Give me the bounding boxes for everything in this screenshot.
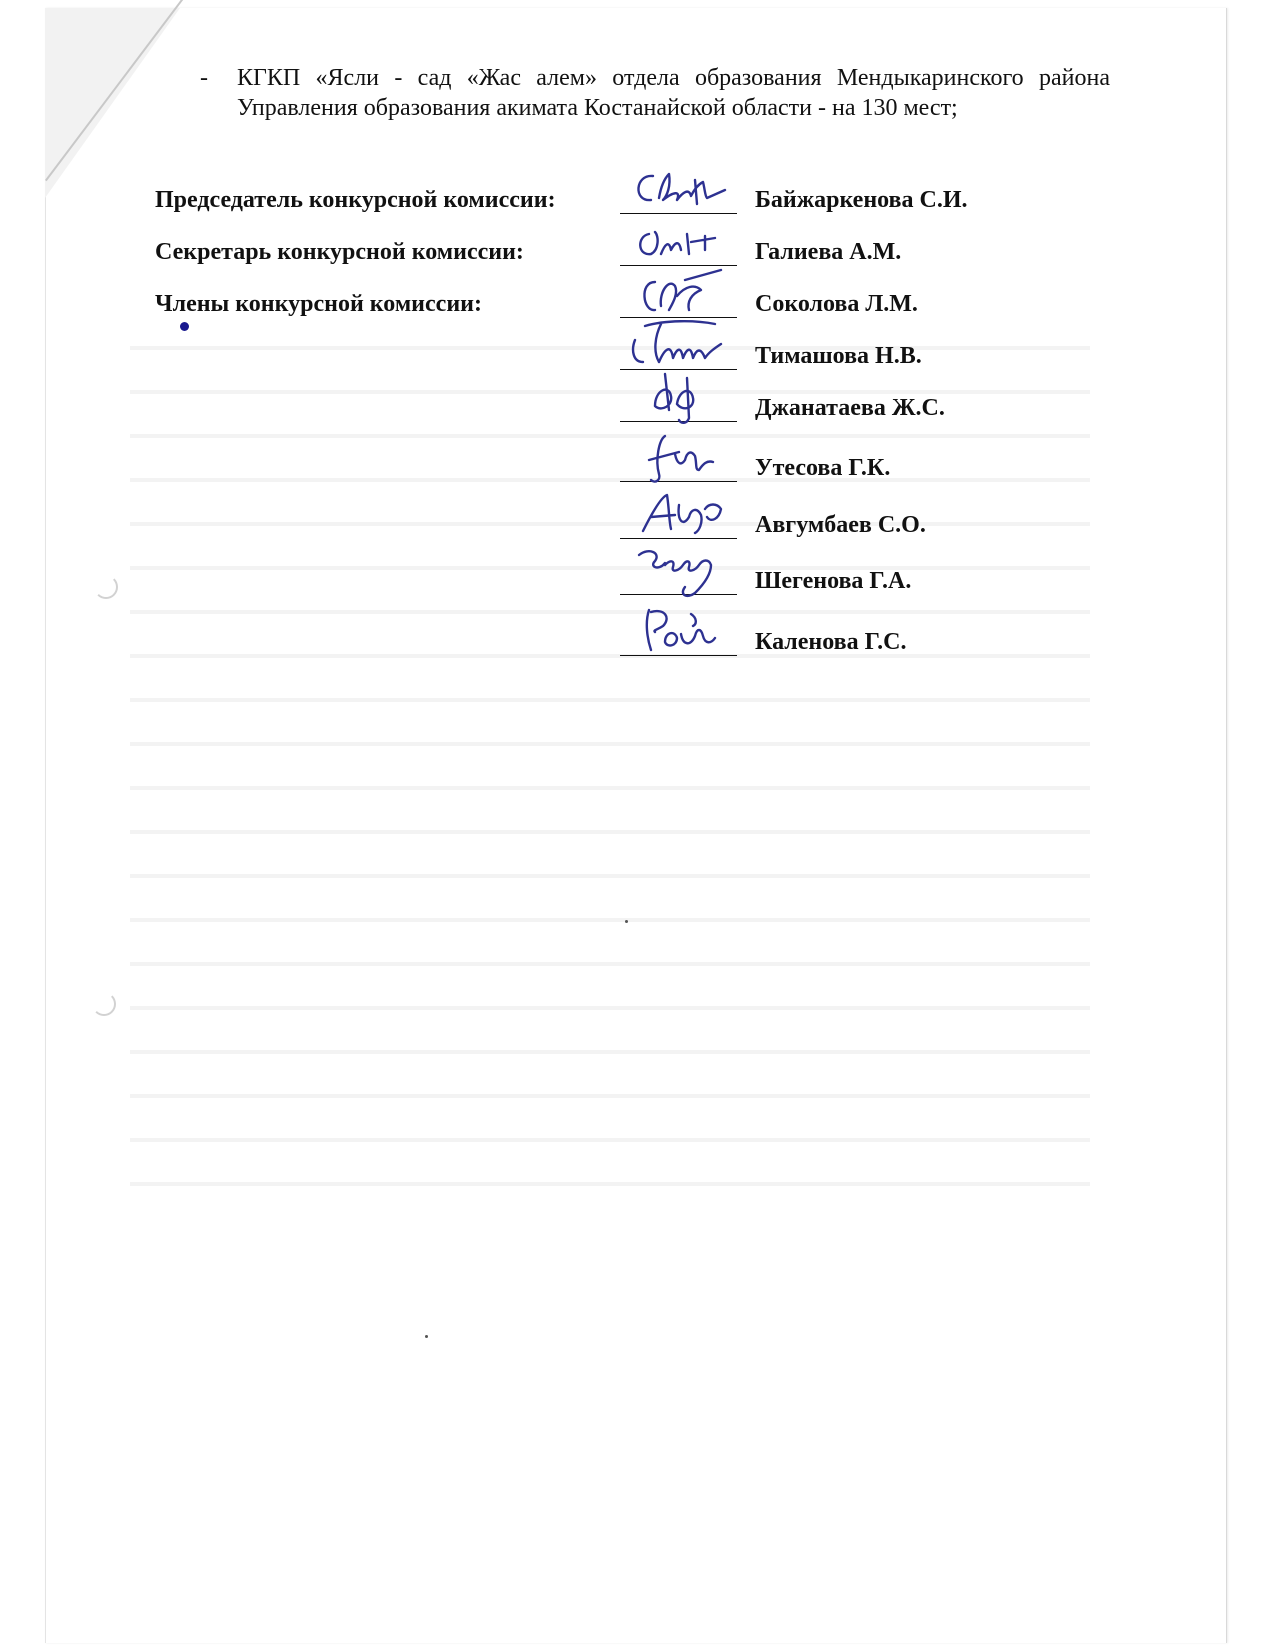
signatory-name: Джанатаева Ж.С.: [755, 395, 945, 421]
punch-hole-mark: [94, 575, 118, 599]
list-item: [200, 63, 1110, 123]
signature-row-chairman: [155, 180, 1015, 220]
scan-speck: [625, 920, 628, 923]
list-item-text: КГКП «Ясли - сад «Жас алем» отдела образования Мендыкаринского района Управления образования акимата Костанайской области - на 130 мест;: [237, 65, 1110, 121]
list-bullet: -: [200, 65, 208, 91]
signatory-name: Байжаркенова С.И.: [755, 187, 968, 213]
signature-row-member: [155, 505, 1015, 545]
role-label: Члены конкурсной комиссии:: [155, 291, 482, 317]
signatory-name: Утесова Г.К.: [755, 455, 891, 481]
handwritten-signature: [625, 370, 735, 426]
handwritten-signature: [625, 543, 735, 599]
handwritten-signature: [625, 214, 735, 270]
signatory-name: Тимашова Н.В.: [755, 343, 922, 369]
handwritten-signature: [625, 162, 735, 218]
role-label: Председатель конкурсной комиссии:: [155, 187, 556, 213]
signature-row-secretary: [155, 232, 1015, 272]
handwritten-signature: [625, 487, 735, 543]
signature-row-member: [155, 284, 1015, 324]
signature-row-member: [155, 336, 1015, 376]
signature-row-member: [155, 388, 1015, 428]
punch-hole-mark: [92, 992, 116, 1016]
role-label: Секретарь конкурсной комиссии:: [155, 239, 524, 265]
signatory-name: Соколова Л.М.: [755, 291, 918, 317]
folded-corner: [45, 8, 180, 198]
handwritten-signature: [625, 430, 735, 486]
scan-speck: [425, 1335, 428, 1338]
signature-row-member: [155, 448, 1015, 488]
signatory-name: Шегенова Г.А.: [755, 568, 912, 594]
handwritten-signature: [625, 318, 735, 374]
signatory-name: Галиева А.М.: [755, 239, 902, 265]
signature-row-member: [155, 622, 1015, 662]
handwritten-signature: [625, 266, 735, 322]
signatory-name: Авгумбаев С.О.: [755, 512, 926, 538]
signatory-name: Каленова Г.С.: [755, 629, 907, 655]
signature-row-member: [155, 561, 1015, 601]
handwritten-signature: [625, 604, 735, 660]
